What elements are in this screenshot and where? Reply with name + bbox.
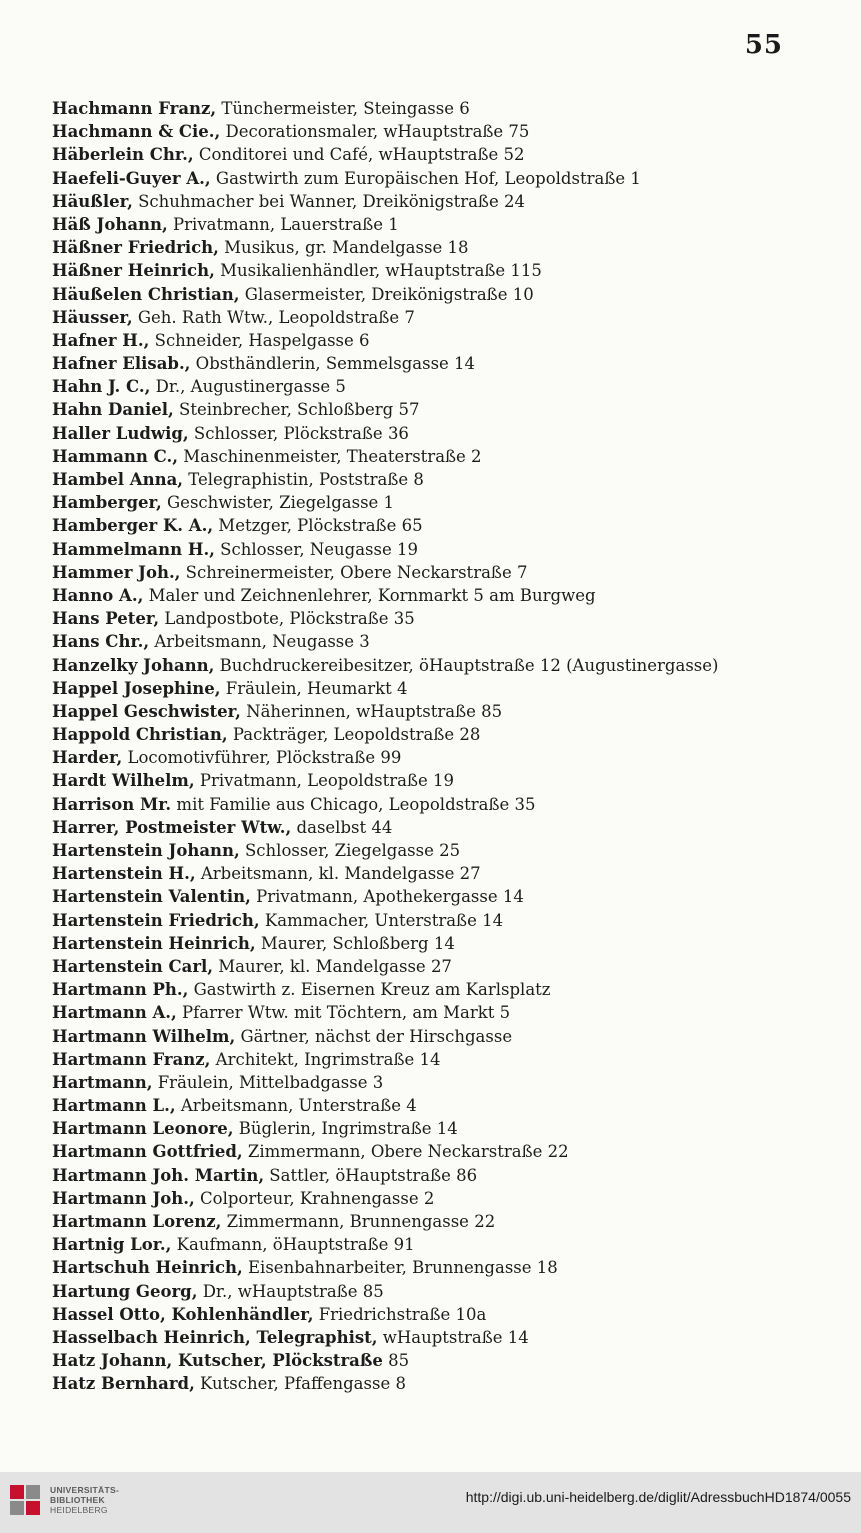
list-item (52, 236, 842, 259)
list-item (52, 839, 842, 862)
entry-details: Schuhmacher bei Wanner, Dreikönigstraße 24 (132, 191, 525, 211)
entry-name: Hartschuh Heinrich, (52, 1258, 243, 1278)
entry-details: Glasermeister, Dreikönigstraße 10 (239, 284, 534, 304)
entry-name: Hans Chr., (52, 632, 150, 652)
list-item (52, 491, 842, 514)
list-item (52, 97, 842, 120)
page-number: 55 (744, 30, 783, 60)
entry-details: Schreinermeister, Obere Neckarstraße 7 (180, 562, 528, 582)
entry-name: Hanzelky Johann, (52, 655, 215, 675)
library-name-line2: BIBLIOTHEK (50, 1495, 105, 1505)
list-item (52, 1303, 842, 1326)
entry-details: Maschinenmeister, Theaterstraße 2 (177, 446, 482, 466)
entry-name: Haller Ludwig, (52, 423, 189, 443)
entry-name: Hartnig Lor., (52, 1235, 172, 1255)
list-item (52, 654, 842, 677)
entry-name: Hachmann & Cie., (52, 122, 221, 142)
entry-name: Hachmann Franz, (52, 99, 217, 118)
entry-details: Arbeitsmann, kl. Mandelgasse 27 (195, 864, 481, 884)
list-item (52, 723, 842, 746)
list-item (52, 1187, 842, 1210)
entry-name: Hatz Bernhard, (52, 1374, 195, 1394)
entry-name: Hartmann L., (52, 1096, 176, 1116)
list-item (52, 584, 842, 607)
entry-name: Hanno A., (52, 585, 144, 605)
list-item (52, 862, 842, 885)
list-item (52, 375, 842, 398)
list-item (52, 1326, 842, 1349)
entry-details: Eisenbahnarbeiter, Brunnengasse 18 (242, 1258, 558, 1278)
entry-details: Steinbrecher, Schloßberg 57 (173, 400, 420, 420)
entry-name: Häßner Friedrich, (52, 238, 219, 258)
list-item (52, 816, 842, 839)
list-item (52, 1117, 842, 1140)
list-item (52, 167, 842, 190)
entry-details: Conditorei und Café, wHauptstraße 52 (193, 145, 525, 165)
entry-details: Privatmann, Lauerstraße 1 (167, 214, 399, 234)
list-item (52, 190, 842, 213)
entry-details: Decorationsmaler, wHauptstraße 75 (220, 122, 530, 142)
entry-name: Hammelmann H., (52, 539, 215, 559)
list-item (52, 143, 842, 166)
entry-name: Hardt Wilhelm, (52, 771, 195, 791)
library-name-line3: HEIDELBERG (50, 1505, 108, 1515)
entry-details: Dr., Augustinergasse 5 (150, 377, 346, 397)
entry-details: Colporteur, Krahnengasse 2 (194, 1188, 435, 1208)
entry-name: Hans Peter, (52, 609, 160, 629)
entry-name: Hafner Elisab., (52, 354, 191, 374)
entry-name: Häußelen Christian, (52, 284, 240, 304)
footer-bar (0, 1472, 861, 1533)
list-item (52, 259, 842, 282)
entry-name: Hammer Joh., (52, 562, 181, 582)
entry-name: Hatz Johann, Kutscher, Plöckstraße (52, 1351, 383, 1371)
entry-details: Maurer, kl. Mandelgasse 27 (213, 956, 452, 976)
entry-details: Telegraphistin, Poststraße 8 (183, 470, 424, 489)
entry-name: Hahn J. C., (52, 377, 151, 397)
entry-name: Hartmann Leonore, (52, 1119, 234, 1139)
entry-name: Harder, (52, 748, 123, 768)
list-item (52, 1140, 842, 1163)
entry-details: Kammacher, Unterstraße 14 (259, 910, 504, 930)
entry-details: Landpostbote, Plöckstraße 35 (159, 609, 415, 629)
list-item (52, 538, 842, 561)
entry-details: Architekt, Ingrimstraße 14 (210, 1049, 441, 1069)
entry-details: Zimmermann, Obere Neckarstraße 22 (242, 1142, 569, 1162)
entry-details: Gastwirth zum Europäischen Hof, Leopoldstraße 1 (210, 168, 641, 188)
entry-details: Fräulein, Heumarkt 4 (220, 678, 408, 698)
entry-details: Locomotivführer, Plöckstraße 99 (122, 748, 402, 768)
entry-details: Schneider, Haspelgasse 6 (149, 330, 370, 350)
entry-details: Arbeitsmann, Neugasse 3 (149, 632, 370, 652)
entry-name: Hartmann Joh., (52, 1188, 195, 1208)
entry-name: Häberlein Chr., (52, 145, 194, 165)
entry-details: Musikalienhändler, wHauptstraße 115 (214, 261, 542, 281)
address-list (52, 97, 842, 1396)
entry-details: Schlosser, Plöckstraße 36 (188, 423, 409, 443)
entry-name: Hamberger K. A., (52, 516, 214, 536)
list-item (52, 793, 842, 816)
entry-name: Hartmann, (52, 1072, 153, 1092)
entry-details: Maler und Zeichnenlehrer, Kornmarkt 5 am Burgweg (143, 585, 596, 605)
entry-name: Hartung Georg, (52, 1281, 198, 1301)
entry-name: Hartmann Joh. Martin, (52, 1165, 265, 1185)
list-item (52, 700, 842, 723)
list-item (52, 932, 842, 955)
entry-details: mit Familie aus Chicago, Leopoldstraße 35 (171, 794, 536, 814)
library-logo[interactable] (7, 1482, 119, 1518)
list-item (52, 514, 842, 537)
entry-details: Buchdruckereibesitzer, öHauptstraße 12 (Augustinergasse) (214, 655, 719, 675)
entry-details: Arbeitsmann, Unterstraße 4 (175, 1096, 417, 1116)
entry-details: daselbst 44 (291, 817, 393, 837)
entry-details: Privatmann, Leopoldstraße 19 (194, 771, 454, 791)
entry-details: Fräulein, Mittelbadgasse 3 (152, 1072, 384, 1092)
list-item (52, 607, 842, 630)
entry-details: Maurer, Schloßberg 14 (255, 933, 455, 953)
library-seal-icon (7, 1482, 43, 1518)
entry-name: Hartenstein Heinrich, (52, 933, 256, 953)
list-item (52, 1349, 842, 1372)
entry-details: Dr., wHauptstraße 85 (197, 1281, 384, 1301)
entry-details: Tünchermeister, Steingasse 6 (216, 99, 470, 118)
entry-details: Privatmann, Apothekergasse 14 (250, 887, 524, 907)
entry-name: Hartenstein Friedrich, (52, 910, 260, 930)
entry-name: Hartenstein Johann, (52, 841, 240, 860)
entry-details: Musikus, gr. Mandelgasse 18 (218, 238, 469, 258)
entry-name: Hahn Daniel, (52, 400, 174, 420)
entry-name: Hartmann A., (52, 1003, 177, 1023)
entry-name: Haefeli-Guyer A., (52, 168, 211, 188)
list-item (52, 955, 842, 978)
entry-details: Obsthändlerin, Semmelsgasse 14 (190, 354, 476, 374)
list-item (52, 445, 842, 468)
entry-name: Hammann C., (52, 446, 178, 466)
entry-details: Packträger, Leopoldstraße 28 (227, 725, 481, 745)
entry-details: Schlosser, Neugasse 19 (214, 539, 418, 559)
entry-details: Metzger, Plöckstraße 65 (213, 516, 423, 536)
library-name (50, 1485, 119, 1515)
list-item (52, 398, 842, 421)
list-item (52, 1164, 842, 1187)
entry-details: Büglerin, Ingrimstraße 14 (233, 1119, 458, 1139)
list-item (52, 1048, 842, 1071)
entry-name: Hartenstein H., (52, 864, 196, 884)
entry-details: Pfarrer Wtw. mit Töchtern, am Markt 5 (176, 1003, 511, 1023)
entry-name: Hartmann Ph., (52, 980, 189, 1000)
list-item (52, 978, 842, 1001)
list-item (52, 120, 842, 143)
permalink-url[interactable]: http://digi.ub.uni-heidelberg.de/diglit/AdressbuchHD1874/0055 (465, 1489, 851, 1505)
list-item (52, 329, 842, 352)
entry-name: Hartmann Wilhelm, (52, 1026, 236, 1046)
entry-details: Geschwister, Ziegelgasse 1 (161, 493, 395, 513)
entry-details: Näherinnen, wHauptstraße 85 (240, 701, 503, 721)
list-item (52, 677, 842, 700)
list-item (52, 885, 842, 908)
entry-name: Harrer, Postmeister Wtw., (52, 817, 292, 837)
list-item (52, 769, 842, 792)
list-item (52, 1210, 842, 1233)
list-item (52, 1071, 842, 1094)
list-item (52, 746, 842, 769)
entry-name: Happel Geschwister, (52, 701, 241, 721)
list-item (52, 630, 842, 653)
entry-details: Kaufmann, öHauptstraße 91 (171, 1235, 415, 1255)
entry-name: Hartmann Gottfried, (52, 1142, 243, 1162)
entry-name: Hartenstein Carl, (52, 956, 214, 976)
entry-name: Hafner H., (52, 330, 150, 350)
entry-name: Happel Josephine, (52, 678, 221, 698)
entry-name: Häßner Heinrich, (52, 261, 215, 281)
entry-name: Harrison Mr. (52, 794, 172, 814)
entry-details: Gärtner, nächst der Hirschgasse (235, 1026, 513, 1046)
entry-name: Häß Johann, (52, 214, 168, 234)
entry-details: Friedrichstraße 10a (313, 1304, 487, 1324)
entry-name: Häusser, (52, 307, 133, 327)
list-item (52, 468, 842, 491)
entry-name: Hartmann Franz, (52, 1049, 211, 1069)
entry-details: Geh. Rath Wtw., Leopoldstraße 7 (132, 307, 415, 327)
entry-details: 85 (382, 1351, 410, 1371)
list-item (52, 561, 842, 584)
list-item (52, 213, 842, 236)
list-item (52, 909, 842, 932)
entry-name: Hambel Anna, (52, 470, 184, 489)
library-name-line1: UNIVERSITÄTS- (50, 1485, 120, 1495)
entry-name: Happold Christian, (52, 725, 228, 745)
list-item (52, 1256, 842, 1279)
list-item (52, 1001, 842, 1024)
entry-details: Gastwirth z. Eisernen Kreuz am Karlsplatz (188, 980, 551, 1000)
entry-name: Hamberger, (52, 493, 162, 513)
list-item (52, 1372, 842, 1395)
entry-name: Hartenstein Valentin, (52, 887, 251, 907)
entry-name: Hartmann Lorenz, (52, 1212, 222, 1231)
entry-details: Kutscher, Pfaffengasse 8 (194, 1374, 406, 1394)
entry-details: Schlosser, Ziegelgasse 25 (239, 841, 461, 860)
entry-name: Häußler, (52, 191, 133, 211)
list-item (52, 306, 842, 329)
entry-details: wHauptstraße 14 (377, 1327, 529, 1347)
list-item (52, 422, 842, 445)
list-item (52, 352, 842, 375)
entry-details: Sattler, öHauptstraße 86 (264, 1165, 478, 1185)
entry-details: Zimmermann, Brunnengasse 22 (221, 1212, 496, 1231)
list-item (52, 1233, 842, 1256)
entry-name: Hassel Otto, Kohlenhändler, (52, 1304, 314, 1324)
list-item (52, 1280, 842, 1303)
list-item (52, 1094, 842, 1117)
entry-name: Hasselbach Heinrich, Telegraphist, (52, 1327, 378, 1347)
list-item (52, 1025, 842, 1048)
list-item (52, 283, 842, 306)
